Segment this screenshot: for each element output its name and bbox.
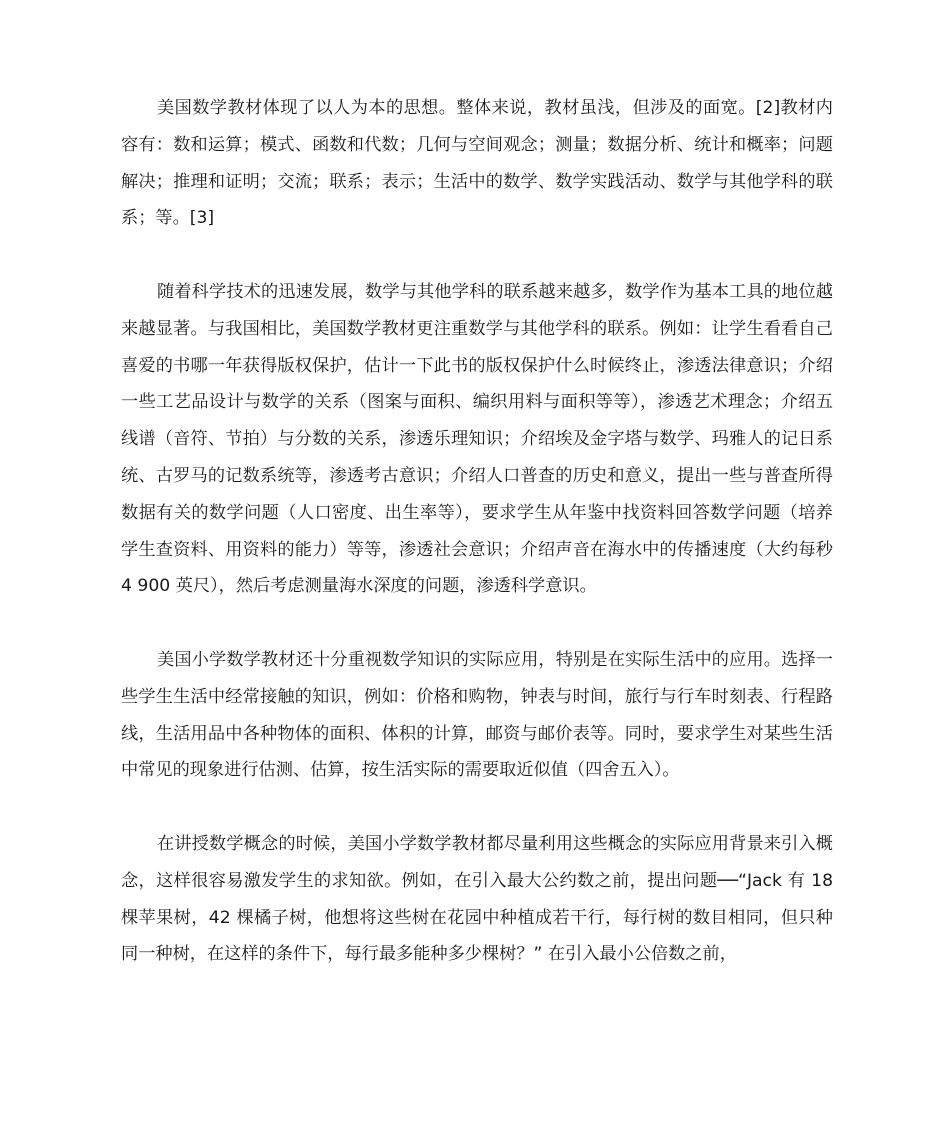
- paragraph-textbook-content: 美国数学教材体现了以人为本的思想。整体来说，教材虽浅，但涉及的面宽。[2]教材内容有：数和运算；模式、函数和代数；几何与空间观念；测量；数据分析、统计和概率；问题解决；推理和证明；交流；联系；表示；生活中的数学、数学实践活动、数学与其他学科的联系；等。[3]: [121, 98, 833, 229]
- paragraph-practical-application: 美国小学数学教材还十分重视数学知识的实际应用，特别是在实际生活中的应用。选择一些学生生活中经常接触的知识，例如：价格和购物，钟表与时间，旅行与行车时刻表、行程路线，生活用品中各种物体的面积、体积的计算，邮资与邮价表等。同时，要求学生对某些生活中常见的现象进行估测、估算，按生活实际的需要取近似值（四舍五入）。: [121, 649, 833, 781]
- document-body: [121, 90, 833, 973]
- paragraph-concept-teaching: 在讲授数学概念的时候，美国小学数学教材都尽量利用这些概念的实际应用背景来引入概念，这样很容易激发学生的求知欲。例如，在引入最大公约数之前，提出问题──“Jack 有 18 棵苹果树，42 棵橘子树，他想将这些树在花园中种植成若干行，每行树的数目相同，但只种同一种树，在这样的条件下，每行最多能种多少棵树？” 在引入最小公倍数之前，: [121, 833, 833, 965]
- paragraph-interdisciplinary: 随着科学技术的迅速发展，数学与其他学科的联系越来越多，数学作为基本工具的地位越来越显著。与我国相比，美国数学教材更注重数学与其他学科的联系。例如：让学生看看自己喜爱的书哪一年获得版权保护，估计一下此书的版权保护什么时候终止，渗透法律意识；介绍一些工艺品设计与数学的关系（图案与面积、编织用料与面积等等），渗透艺术理念；介绍五线谱（音符、节拍）与分数的关系，渗透乐理知识；介绍埃及金字塔与数学、玛雅人的记日系统、古罗马的记数系统等，渗透考古意识；介绍人口普查的历史和意义，提出一些与普查所得数据有关的数学问题（人口密度、出生率等），要求学生从年鉴中找资料回答数学问题（培养学生查资料、用资料的能力）等等，渗透社会意识；介绍声音在海水中的传播速度（大约每秒 4 900 英尺），然后考虑测量海水深度的问题，渗透科学意识。: [121, 281, 833, 597]
